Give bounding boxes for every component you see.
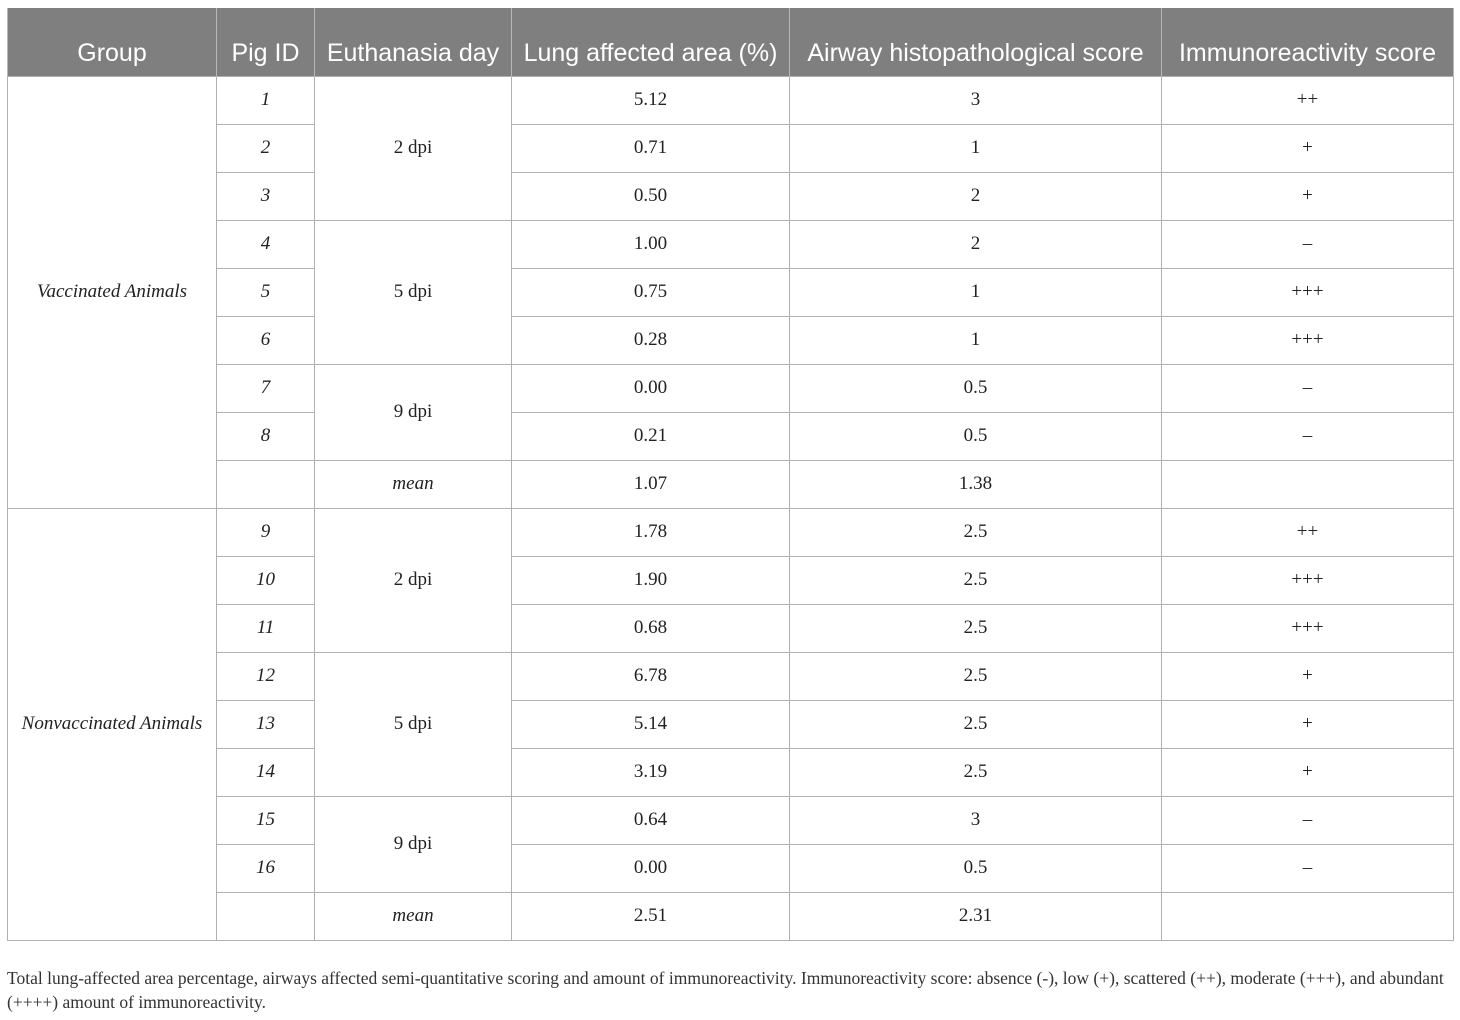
pig-id-cell: 9 [217,508,315,556]
results-table-container [7,8,1453,941]
header-pig-id: Pig ID [217,8,315,76]
immuno-score-cell: – [1162,412,1454,460]
mean-row [8,460,1454,508]
table-row [8,316,1454,364]
mean-airway-score: 1.38 [790,460,1162,508]
table-row [8,604,1454,652]
pig-id-cell: 8 [217,412,315,460]
euthanasia-day-cell: 9 dpi [315,364,512,460]
airway-score-cell: 2.5 [790,556,1162,604]
airway-score-cell: 0.5 [790,364,1162,412]
table-row [8,76,1454,124]
immuno-score-cell: + [1162,700,1454,748]
group-cell: Vaccinated Animals [8,76,217,508]
euthanasia-day-cell: 2 dpi [315,76,512,220]
immuno-score-cell: + [1162,748,1454,796]
table-row [8,124,1454,172]
lung-area-cell: 1.78 [512,508,790,556]
lung-area-cell: 1.90 [512,556,790,604]
euthanasia-day-cell: 5 dpi [315,220,512,364]
airway-score-cell: 2.5 [790,508,1162,556]
mean-lung-area: 2.51 [512,892,790,940]
lung-area-cell: 0.28 [512,316,790,364]
euthanasia-day-cell: 2 dpi [315,508,512,652]
immuno-score-cell: +++ [1162,268,1454,316]
immuno-score-cell: – [1162,220,1454,268]
immuno-score-cell: ++ [1162,508,1454,556]
pig-id-cell: 4 [217,220,315,268]
lung-area-cell: 0.21 [512,412,790,460]
table-row [8,748,1454,796]
airway-score-cell: 2.5 [790,748,1162,796]
pig-id-cell: 10 [217,556,315,604]
table-row [8,172,1454,220]
pig-id-cell: 6 [217,316,315,364]
lung-area-cell: 0.00 [512,844,790,892]
pig-id-cell: 3 [217,172,315,220]
airway-score-cell: 3 [790,796,1162,844]
airway-score-cell: 1 [790,268,1162,316]
table-row [8,220,1454,268]
pig-id-cell: 12 [217,652,315,700]
euthanasia-day-cell: 9 dpi [315,796,512,892]
immuno-score-cell: +++ [1162,604,1454,652]
lung-area-cell: 1.00 [512,220,790,268]
immuno-score-cell: + [1162,652,1454,700]
airway-score-cell: 0.5 [790,844,1162,892]
euthanasia-day-cell: 5 dpi [315,652,512,796]
immuno-score-cell: – [1162,364,1454,412]
lung-area-cell: 6.78 [512,652,790,700]
pig-id-cell: 13 [217,700,315,748]
airway-score-cell: 2 [790,220,1162,268]
pig-id-cell-empty [217,460,315,508]
table-row [8,556,1454,604]
airway-score-cell: 1 [790,316,1162,364]
immuno-score-cell: – [1162,796,1454,844]
immuno-score-cell: + [1162,172,1454,220]
header-immuno-score: Immunoreactivity score [1162,8,1454,76]
lung-area-cell: 0.64 [512,796,790,844]
pig-id-cell-empty [217,892,315,940]
pig-id-cell: 2 [217,124,315,172]
lung-area-cell: 0.75 [512,268,790,316]
table-row [8,844,1454,892]
airway-score-cell: 2.5 [790,700,1162,748]
table-row [8,364,1454,412]
lung-area-cell: 5.12 [512,76,790,124]
immuno-score-cell: ++ [1162,76,1454,124]
table-header-row [8,8,1454,76]
airway-score-cell: 2 [790,172,1162,220]
airway-score-cell: 2.5 [790,604,1162,652]
mean-airway-score: 2.31 [790,892,1162,940]
table-row [8,700,1454,748]
mean-lung-area: 1.07 [512,460,790,508]
lung-area-cell: 5.14 [512,700,790,748]
table-row [8,796,1454,844]
lung-area-cell: 0.71 [512,124,790,172]
table-row [8,652,1454,700]
table-row [8,268,1454,316]
immuno-score-cell-empty [1162,892,1454,940]
pig-id-cell: 14 [217,748,315,796]
group-cell: Nonvaccinated Animals [8,508,217,940]
header-airway-score: Airway histopathological score [790,8,1162,76]
table-row [8,412,1454,460]
lung-area-cell: 0.50 [512,172,790,220]
lung-area-cell: 0.00 [512,364,790,412]
header-euthanasia-day: Euthanasia day [315,8,512,76]
immuno-score-cell-empty [1162,460,1454,508]
results-table [7,8,1454,941]
table-caption: Total lung-affected area percentage, airways affected semi-quantitative scoring and amount of immunoreactivity. Immunoreactivity score: absence (-), low (+), scattered (++), moderate (+++), and abundant (++++) amount of immunoreactivity. [7,968,1444,1012]
mean-row [8,892,1454,940]
lung-area-cell: 0.68 [512,604,790,652]
immuno-score-cell: +++ [1162,556,1454,604]
header-group: Group [8,8,217,76]
table-row [8,508,1454,556]
header-lung-area: Lung affected area (%) [512,8,790,76]
mean-label: mean [315,460,512,508]
mean-label: mean [315,892,512,940]
pig-id-cell: 11 [217,604,315,652]
airway-score-cell: 2.5 [790,652,1162,700]
pig-id-cell: 15 [217,796,315,844]
pig-id-cell: 1 [217,76,315,124]
pig-id-cell: 16 [217,844,315,892]
immuno-score-cell: – [1162,844,1454,892]
pig-id-cell: 5 [217,268,315,316]
airway-score-cell: 1 [790,124,1162,172]
immuno-score-cell: + [1162,124,1454,172]
pig-id-cell: 7 [217,364,315,412]
lung-area-cell: 3.19 [512,748,790,796]
immuno-score-cell: +++ [1162,316,1454,364]
airway-score-cell: 3 [790,76,1162,124]
airway-score-cell: 0.5 [790,412,1162,460]
